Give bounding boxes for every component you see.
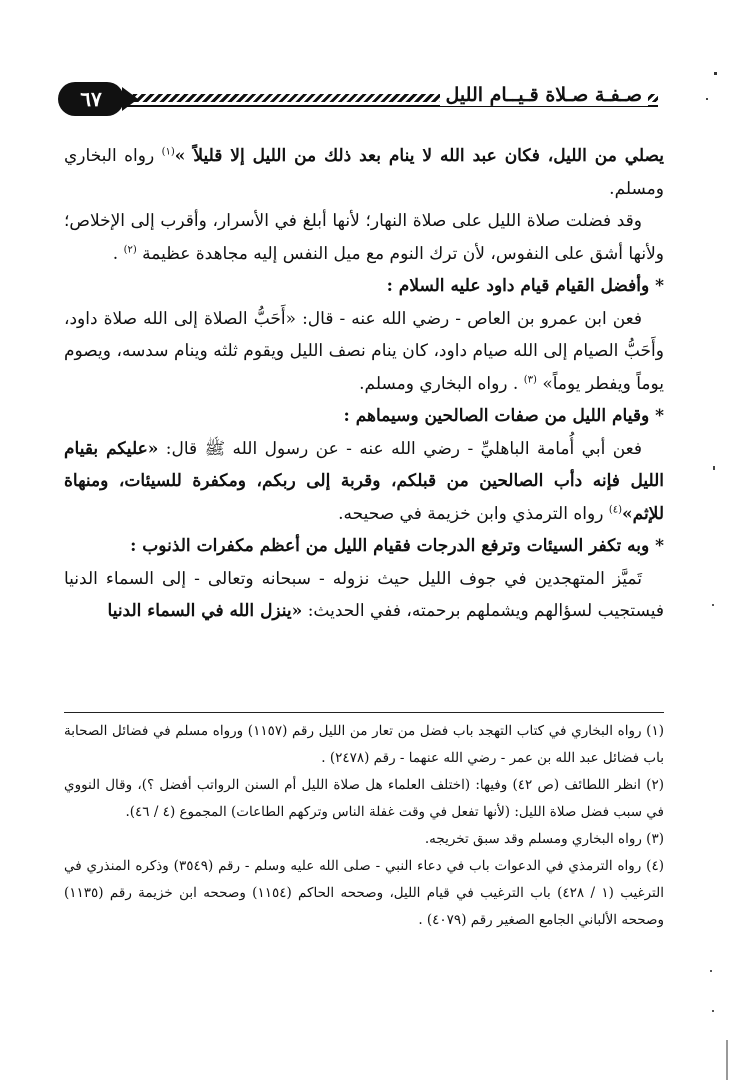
text-run: تَميَّز المتهجدين في جوف الليل حيث نزوله - سبحانه وتعالى - إلى السماء الدنيا فيستجيب لسؤالهم ويشملهم برحمته، ففي الحديث: — [64, 568, 664, 621]
body-paragraph — [64, 303, 664, 401]
footnote-item: (٢) انظر اللطائف (ص ٤٢) وفيها: (اختلف العلماء هل صلاة الليل أم السنن الرواتب أفضل ؟)، وقال النووي في سبب فضل صلاة الليل: (لأنها تفعل في وقت غفلة الناس وتركهم الطاعات) المجموع (٤ / ٤٦). — [64, 777, 664, 820]
scan-speck — [713, 466, 715, 470]
body-paragraph — [64, 563, 664, 628]
main-text — [64, 140, 664, 628]
scan-speck — [726, 1040, 728, 1080]
footnote-ref: (٤) — [608, 503, 622, 515]
footnote-ref: (٣) — [523, 373, 537, 385]
scan-speck — [712, 604, 714, 606]
body-paragraph — [64, 140, 664, 205]
scan-speck — [710, 970, 712, 972]
text-run: فعن ابن عمرو بن العاص - رضي الله عنه - قال: «أَحَبُّ الصلاة إلى الله صلاة داود، وأَحَبُّ الصيام إلى الله صيام داود، كان ينام نصف الليل ويقوم ثلثه وينام سدسه، ويصوم يوماً ويفطر يوماً» — [64, 308, 664, 394]
body-paragraph — [64, 205, 664, 270]
footnote-item: (٣) رواه البخاري ومسلم وقد سبق تخريجه. — [424, 831, 664, 847]
bold-text: * وأفضل القيام قيام داود عليه السلام : — [386, 276, 664, 296]
bold-text: «عليكم بقيام الليل فإنه دأب الصالحين من قبلكم، وقربة إلى ربكم، ومكفرة للسيئات، ومنهاة للإثم» — [64, 438, 664, 524]
body-paragraph — [64, 433, 664, 531]
scan-speck — [712, 1010, 714, 1012]
bold-text: * وبه تكفر السيئات وترفع الدرجات فقيام الليل من أعظم مكفرات الذنوب : — [130, 536, 664, 556]
page-number-badge — [58, 82, 124, 116]
page-number: ٦٧ — [80, 87, 102, 111]
text-run: . — [112, 243, 124, 264]
text-run: رواه البخاري ومسلم. — [64, 146, 664, 199]
footnote-ref: (٢) — [123, 243, 137, 255]
bold-text: «ينزل الله في السماء الدنيا — [107, 601, 303, 621]
running-header — [58, 78, 658, 122]
section-heading — [64, 400, 664, 433]
bold-text: * وقيام الليل من صفات الصالحين وسيماهم : — [343, 406, 664, 426]
footnote-item: (٤) رواه الترمذي في الدعوات باب في دعاء النبي - صلى الله عليه وسلم - رقم (٣٥٤٩) وذكره المنذري في الترغيب (١ / ٤٢٨) باب الترغيب في قيام الليل، وصححه الحاكم (١١٥٤) وصححه ابن خزيمة رقم (١١٣٥) وصححه الألباني الجامع الصغير رقم (٤٠٧٩) . — [64, 858, 664, 928]
section-heading — [64, 530, 664, 563]
header-title: صـفـة صـلاة قـيــام الليل — [440, 84, 648, 106]
section-heading — [64, 270, 664, 303]
scan-speck — [706, 98, 708, 100]
footnote-separator — [64, 712, 664, 713]
scan-speck — [714, 72, 717, 75]
bold-text: يصلي من الليل، فكان عبد الله لا ينام بعد ذلك من الليل إلا قليلاً » — [174, 146, 664, 166]
text-run: وقد فضلت صلاة الليل على صلاة النهار؛ لأنها أبلغ في الأسرار، وأقرب إلى الإخلاص؛ ولأنها أشق على النفوس، لأن ترك النوم مع ميل النفس إليه مجاهدة عظيمة — [64, 211, 664, 264]
text-run: فعن أبي أُمامة الباهليِّ - رضي الله عنه - عن رسول الله ﷺ قال: — [158, 438, 642, 459]
text-run: . رواه البخاري ومسلم. — [359, 373, 524, 394]
footnote-item: (١) رواه البخاري في كتاب التهجد باب فضل من تعار من الليل رقم (١١٥٧) ورواه مسلم في فضائل الصحابة باب فضائل عبد الله بن عمر - رضي الله عنهما - رقم (٢٤٧٨) . — [64, 723, 664, 766]
footnotes — [64, 718, 664, 934]
badge-arrow-icon — [122, 87, 138, 111]
footnote-ref: (١) — [161, 146, 175, 158]
text-run: رواه الترمذي وابن خزيمة في صحيحه. — [338, 503, 609, 524]
